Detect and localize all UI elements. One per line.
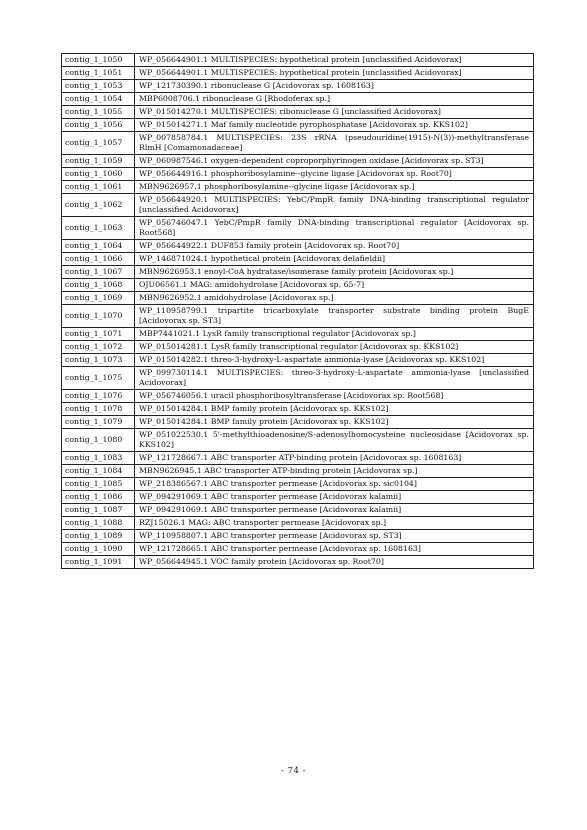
table-row — [62, 530, 534, 543]
contig-id-cell: contig_1_1063 — [62, 217, 135, 240]
contig-id-cell: contig_1_1050 — [62, 54, 135, 67]
contig-id-cell: contig_1_1056 — [62, 119, 135, 132]
contig-id-cell: contig_1_1072 — [62, 341, 135, 354]
table-row — [62, 341, 534, 354]
protein-description-cell: WP_056644916.1 phosphoribosylamine--glycine ligase [Acidovorax sp. Root70] — [135, 168, 534, 181]
contig-id-cell: contig_1_1076 — [62, 390, 135, 403]
protein-description-cell: WP_007858784.1 MULTISPECIES: 23S rRNA (pseudouridine(1915)-N(3))-methyltransferase RlmH [Comamonadaceae] — [135, 132, 534, 155]
protein-description-cell: MBN9626957.1 phosphoribosylamine--glycine ligase [Acidovorax sp.] — [135, 181, 534, 194]
protein-description-cell: WP_121728665.1 ABC transporter permease [Acidovorax sp. 1608163] — [135, 543, 534, 556]
table-row — [62, 354, 534, 367]
table-row — [62, 168, 534, 181]
contig-id-cell: contig_1_1064 — [62, 240, 135, 253]
protein-description-cell: WP_056644945.1 VOC family protein [Acidovorax sp. Root70] — [135, 556, 534, 569]
protein-description-cell: WP_056746047.1 YebC/PmpR family DNA-binding transcriptional regulator [Acidovorax sp. Root568] — [135, 217, 534, 240]
table-row — [62, 181, 534, 194]
contig-id-cell: contig_1_1054 — [62, 93, 135, 106]
table-row — [62, 132, 534, 155]
protein-description-cell: MBN9626945.1 ABC transporter ATP-binding protein [Acidovorax sp.] — [135, 465, 534, 478]
protein-description-cell: WP_121728667.1 ABC transporter ATP-binding protein [Acidovorax sp. 1608163] — [135, 452, 534, 465]
table-row — [62, 491, 534, 504]
table-row — [62, 517, 534, 530]
table-row — [62, 279, 534, 292]
protein-description-cell: WP_146871024.1 hypothetical protein [Acidovorax delafieldii] — [135, 253, 534, 266]
table-row — [62, 390, 534, 403]
contig-id-cell: contig_1_1087 — [62, 504, 135, 517]
protein-description-cell: WP_110958799.1 tripartite tricarboxylate transporter substrate binding protein BugE [Acidovorax sp. ST3] — [135, 305, 534, 328]
protein-description-cell: WP_015014284.1 BMP family protein [Acidovorax sp. KKS102] — [135, 403, 534, 416]
contig-id-cell: contig_1_1053 — [62, 80, 135, 93]
contig-id-cell: contig_1_1090 — [62, 543, 135, 556]
table-row — [62, 240, 534, 253]
contig-id-cell: contig_1_1084 — [62, 465, 135, 478]
table-row — [62, 80, 534, 93]
contig-id-cell: contig_1_1069 — [62, 292, 135, 305]
protein-description-cell: WP_094291069.1 ABC transporter permease [Acidovorax kalamii] — [135, 491, 534, 504]
contig-id-cell: contig_1_1078 — [62, 403, 135, 416]
protein-description-cell: MBP7441021.1 LysR family transcriptional regulator [Acidovorax sp.] — [135, 328, 534, 341]
protein-description-cell: MBN9626953.1 enoyl-CoA hydratase/isomerase family protein [Acidovorax sp.] — [135, 266, 534, 279]
table-row — [62, 478, 534, 491]
protein-description-cell: WP_015014284.1 BMP family protein [Acidovorax sp. KKS102] — [135, 416, 534, 429]
page-number: - 74 - — [281, 766, 306, 776]
table-row — [62, 452, 534, 465]
annotation-table-body — [62, 54, 534, 569]
protein-description-cell: WP_218386567.1 ABC transporter permease [Acidovorax sp. sic0104] — [135, 478, 534, 491]
contig-id-cell: contig_1_1085 — [62, 478, 135, 491]
table-row — [62, 217, 534, 240]
contig-id-cell: contig_1_1066 — [62, 253, 135, 266]
contig-id-cell: contig_1_1079 — [62, 416, 135, 429]
protein-description-cell: WP_015014270.1 MULTISPECIES: ribonuclease G [unclassified Acidovorax] — [135, 106, 534, 119]
table-row — [62, 328, 534, 341]
protein-description-cell: WP_121730390.1 ribonuclease G [Acidovorax sp. 1608163] — [135, 80, 534, 93]
protein-description-cell: WP_056644922.1 DUF853 family protein [Acidovorax sp. Root70] — [135, 240, 534, 253]
contig-id-cell: contig_1_1068 — [62, 279, 135, 292]
contig-id-cell: contig_1_1091 — [62, 556, 135, 569]
protein-description-cell: OJU06561.1 MAG: amidohydrolase [Acidovorax sp. 65-7] — [135, 279, 534, 292]
contig-id-cell: contig_1_1070 — [62, 305, 135, 328]
table-row — [62, 367, 534, 390]
protein-description-cell: MBP6008706.1 ribonuclease G [Rhodoferax sp.] — [135, 93, 534, 106]
table-row — [62, 416, 534, 429]
contig-id-cell: contig_1_1088 — [62, 517, 135, 530]
contig-id-cell: contig_1_1057 — [62, 132, 135, 155]
table-row — [62, 106, 534, 119]
contig-id-cell: contig_1_1067 — [62, 266, 135, 279]
contig-id-cell: contig_1_1060 — [62, 168, 135, 181]
table-row — [62, 556, 534, 569]
table-row — [62, 119, 534, 132]
contig-id-cell: contig_1_1075 — [62, 367, 135, 390]
contig-id-cell: contig_1_1062 — [62, 194, 135, 217]
table-row — [62, 54, 534, 67]
contig-id-cell: contig_1_1059 — [62, 155, 135, 168]
protein-description-cell: WP_015014271.1 Maf family nucleotide pyrophosphatase [Acidovorax sp. KKS102] — [135, 119, 534, 132]
contig-id-cell: contig_1_1071 — [62, 328, 135, 341]
protein-description-cell: WP_056644901.1 MULTISPECIES: hypothetical protein [unclassified Acidovorax] — [135, 67, 534, 80]
contig-id-cell: contig_1_1051 — [62, 67, 135, 80]
table-row — [62, 305, 534, 328]
protein-description-cell: MBN9626952.1 amidohydrolase [Acidovorax sp.] — [135, 292, 534, 305]
table-row — [62, 253, 534, 266]
table-row — [62, 194, 534, 217]
contig-id-cell: contig_1_1086 — [62, 491, 135, 504]
table-row — [62, 266, 534, 279]
contig-id-cell: contig_1_1089 — [62, 530, 135, 543]
protein-description-cell: WP_015014281.1 LysR family transcriptional regulator [Acidovorax sp. KKS102] — [135, 341, 534, 354]
protein-description-cell: WP_060987546.1 oxygen-dependent coproporphyrinogen oxidase [Acidovorax sp. ST3] — [135, 155, 534, 168]
contig-id-cell: contig_1_1080 — [62, 429, 135, 452]
protein-description-cell: WP_015014282.1 threo-3-hydroxy-L-aspartate ammonia-lyase [Acidovorax sp. KKS102] — [135, 354, 534, 367]
protein-description-cell: WP_056746056.1 uracil phosphoribosyltransferase [Acidovorax sp. Root568] — [135, 390, 534, 403]
contig-id-cell: contig_1_1083 — [62, 452, 135, 465]
protein-description-cell: WP_056644920.1 MULTISPECIES: YebC/PmpR family DNA-binding transcriptional regulator [unclassified Acidovorax] — [135, 194, 534, 217]
table-row — [62, 67, 534, 80]
protein-description-cell: WP_099730114.1 MULTISPECIES: threo-3-hydroxy-L-aspartate ammonia-lyase [unclassified Acidovorax] — [135, 367, 534, 390]
table-row — [62, 155, 534, 168]
table-row — [62, 93, 534, 106]
table-row — [62, 429, 534, 452]
table-row — [62, 465, 534, 478]
contig-id-cell: contig_1_1055 — [62, 106, 135, 119]
protein-description-cell: WP_094291069.1 ABC transporter permease [Acidovorax kalamii] — [135, 504, 534, 517]
contig-id-cell: contig_1_1073 — [62, 354, 135, 367]
table-row — [62, 292, 534, 305]
protein-description-cell: RZJ15026.1 MAG: ABC transporter permease [Acidovorax sp.] — [135, 517, 534, 530]
protein-description-cell: WP_051022530.1 5'-methylthioadenosine/S-adenosylhomocysteine nucleosidase [Acidovorax sp. KKS102] — [135, 429, 534, 452]
table-row — [62, 504, 534, 517]
protein-description-cell: WP_056644901.1 MULTISPECIES: hypothetical protein [unclassified Acidovorax] — [135, 54, 534, 67]
contig-id-cell: contig_1_1061 — [62, 181, 135, 194]
annotation-table — [61, 53, 534, 569]
table-row — [62, 403, 534, 416]
table-row — [62, 543, 534, 556]
protein-description-cell: WP_110958807.1 ABC transporter permease [Acidovorax sp. ST3] — [135, 530, 534, 543]
